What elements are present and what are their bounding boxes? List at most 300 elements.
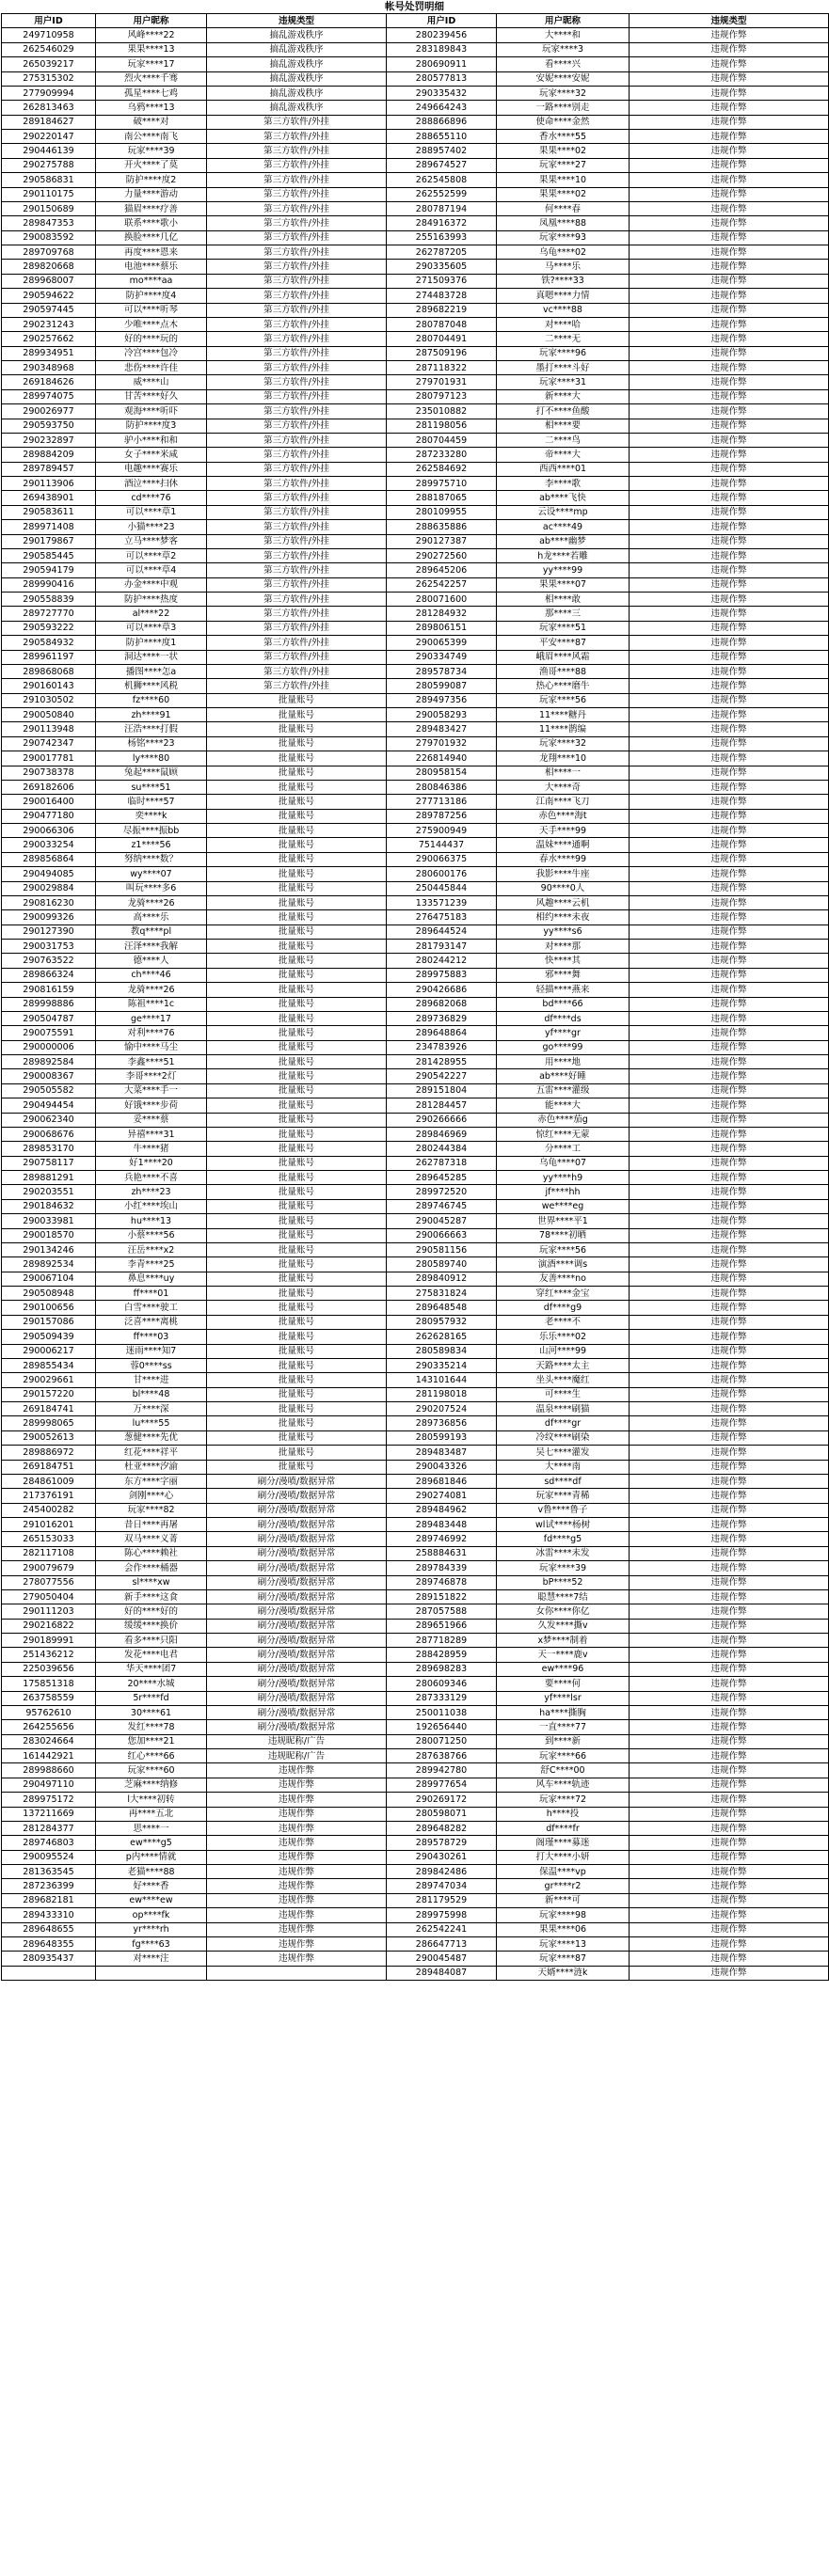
cell-nickname-left: 临时****57 <box>96 795 207 809</box>
cell-violation-left: 批量账号 <box>207 1344 387 1358</box>
cell-violation-right: 违规作弊 <box>630 1850 829 1864</box>
cell-user-id-left: 290257662 <box>2 332 96 346</box>
cell-user-id-left: 290583611 <box>2 505 96 519</box>
cell-user-id-right: 280071600 <box>387 593 497 607</box>
cell-user-id-left: 290000006 <box>2 1040 96 1054</box>
cell-violation-left: 违规作弊 <box>207 1807 387 1821</box>
cell-violation-left: 第三方软件/外挂 <box>207 650 387 664</box>
cell-violation-left: 刷分/漫喷/数据异常 <box>207 1720 387 1734</box>
cell-violation-left: 第三方软件/外挂 <box>207 317 387 331</box>
table-row <box>2 1879 829 1893</box>
cell-nickname-right: 分****工 <box>497 1142 630 1156</box>
cell-user-id-right: 288866896 <box>387 115 497 129</box>
cell-nickname-left: 小猫****23 <box>96 520 207 534</box>
table-row <box>2 1040 829 1054</box>
cell-nickname-right: ab****飞快 <box>497 491 630 505</box>
cell-user-id-left: 265153033 <box>2 1532 96 1546</box>
cell-user-id-right: 289645285 <box>387 1171 497 1185</box>
cell-nickname-right: 风车****轨迹 <box>497 1778 630 1792</box>
cell-violation-right: 违规作弊 <box>630 593 829 607</box>
cell-user-id-right: 280589834 <box>387 1344 497 1358</box>
table-row <box>2 766 829 780</box>
cell-violation-left: 批量账号 <box>207 722 387 736</box>
cell-nickname-left: 看多****只阳 <box>96 1634 207 1648</box>
cell-user-id-left: 290594179 <box>2 563 96 577</box>
cell-violation-right: 违规作弊 <box>630 201 829 215</box>
cell-violation-left: 第三方软件/外挂 <box>207 419 387 433</box>
cell-user-id-right: 290266666 <box>387 1113 497 1127</box>
cell-violation-right: 违规作弊 <box>630 1156 829 1170</box>
cell-user-id-left: 289184627 <box>2 115 96 129</box>
cell-user-id-left: 289433310 <box>2 1908 96 1922</box>
table-row <box>2 1532 829 1546</box>
cell-violation-left: 批量账号 <box>207 1430 387 1445</box>
cell-user-id-right: 288428959 <box>387 1648 497 1662</box>
cell-nickname-right: 能****大 <box>497 1098 630 1113</box>
cell-nickname-right: vc****88 <box>497 303 630 317</box>
table-row <box>2 910 829 925</box>
cell-user-id-right: 192656440 <box>387 1720 497 1734</box>
cell-nickname-left: 洞达****一状 <box>96 650 207 664</box>
cell-nickname-left: 防护****度2 <box>96 173 207 187</box>
cell-violation-left: 批量账号 <box>207 824 387 838</box>
cell-user-id-right: 290065399 <box>387 636 497 650</box>
cell-violation-right: 违规作弊 <box>630 303 829 317</box>
header-user-id-left: 用户ID <box>2 14 96 28</box>
table-row <box>2 664 829 678</box>
table-row <box>2 548 829 562</box>
cell-user-id-right: 234783926 <box>387 1040 497 1054</box>
cell-violation-right: 违规作弊 <box>630 361 829 375</box>
cell-violation-left: 违规作弊 <box>207 1908 387 1922</box>
table-row <box>2 1734 829 1748</box>
cell-nickname-right: 果果****02 <box>497 187 630 201</box>
cell-nickname-right: 对****哈 <box>497 317 630 331</box>
cell-violation-right: 违规作弊 <box>630 1489 829 1503</box>
cell-nickname-right: 玩家****青稀 <box>497 1489 630 1503</box>
cell-nickname-left <box>96 1966 207 1980</box>
cell-violation-right: 违规作弊 <box>630 766 829 780</box>
cell-user-id-left: 289648355 <box>2 1936 96 1951</box>
cell-violation-right: 违规作弊 <box>630 1185 829 1199</box>
cell-user-id-left: 290446139 <box>2 144 96 158</box>
cell-violation-right: 违规作弊 <box>630 389 829 403</box>
cell-user-id-left: 290494085 <box>2 867 96 881</box>
cell-user-id-left: 289648655 <box>2 1922 96 1936</box>
cell-violation-left: 第三方软件/外挂 <box>207 245 387 260</box>
cell-nickname-left: 玩家****60 <box>96 1763 207 1778</box>
cell-nickname-left: hu****13 <box>96 1214 207 1228</box>
cell-user-id-left: 290099326 <box>2 910 96 925</box>
cell-user-id-left: 290504787 <box>2 1011 96 1025</box>
cell-nickname-left: 小红****埃山 <box>96 1199 207 1213</box>
cell-user-id-right: 262628165 <box>387 1330 497 1344</box>
cell-nickname-right: df****ds <box>497 1011 630 1025</box>
cell-violation-left: 第三方软件/外挂 <box>207 274 387 288</box>
cell-user-id-right: 289842486 <box>387 1865 497 1879</box>
table-row <box>2 1793 829 1807</box>
cell-violation-right: 违规作弊 <box>630 650 829 664</box>
cell-violation-right: 违规作弊 <box>630 1026 829 1040</box>
cell-violation-right: 违规作弊 <box>630 795 829 809</box>
cell-nickname-left: 甘****进 <box>96 1373 207 1387</box>
cell-violation-right: 违规作弊 <box>630 115 829 129</box>
cell-nickname-right: v鲁****鲁子 <box>497 1503 630 1517</box>
cell-user-id-right: 143101644 <box>387 1373 497 1387</box>
table-row <box>2 1011 829 1025</box>
cell-user-id-left: 290509439 <box>2 1330 96 1344</box>
cell-violation-right: 违规作弊 <box>630 910 829 925</box>
header-nickname-left: 用户昵称 <box>96 14 207 28</box>
cell-user-id-right: 287509196 <box>387 346 497 360</box>
cell-violation-left: 第三方软件/外挂 <box>207 201 387 215</box>
cell-violation-left: 批量账号 <box>207 1272 387 1286</box>
cell-violation-right: 违规作弊 <box>630 1402 829 1416</box>
cell-nickname-left: 杜亚****汐渝 <box>96 1460 207 1474</box>
cell-user-id-left: 290585445 <box>2 548 96 562</box>
cell-nickname-right: 玩家****96 <box>497 346 630 360</box>
cell-nickname-right: 龙翔****10 <box>497 751 630 766</box>
cell-violation-left: 第三方软件/外挂 <box>207 462 387 476</box>
table-row <box>2 1893 829 1907</box>
table-row <box>2 1127 829 1141</box>
cell-user-id-left: 290594622 <box>2 289 96 303</box>
cell-nickname-right: 天路****太主 <box>497 1358 630 1372</box>
cell-user-id-right: 290335432 <box>387 86 497 100</box>
cell-violation-right: 违规作弊 <box>630 1373 829 1387</box>
cell-violation-left: 批量账号 <box>207 1358 387 1372</box>
cell-nickname-left: 高****乐 <box>96 910 207 925</box>
table-row <box>2 1518 829 1532</box>
cell-user-id-left: 161442921 <box>2 1749 96 1763</box>
cell-violation-right: 违规作弊 <box>630 1330 829 1344</box>
cell-nickname-left: 女子****米咸 <box>96 448 207 462</box>
cell-user-id-left: 289746803 <box>2 1836 96 1850</box>
cell-user-id-right: 288957402 <box>387 144 497 158</box>
table-row <box>2 201 829 215</box>
cell-user-id-right: 289746992 <box>387 1532 497 1546</box>
cell-violation-left: 第三方软件/外挂 <box>207 332 387 346</box>
table-row <box>2 1199 829 1213</box>
cell-user-id-left: 251436212 <box>2 1648 96 1662</box>
table-row <box>2 1387 829 1401</box>
table-row <box>2 130 829 144</box>
cell-nickname-left: 昔日****再屠 <box>96 1518 207 1532</box>
cell-violation-right: 违规作弊 <box>630 462 829 476</box>
cell-user-id-left: 277909994 <box>2 86 96 100</box>
cell-user-id-right: 280071250 <box>387 1734 497 1748</box>
cell-nickname-left: z1****56 <box>96 838 207 852</box>
cell-user-id-right: 287718289 <box>387 1634 497 1648</box>
cell-nickname-right: 天婿****涟k <box>497 1966 630 1980</box>
cell-nickname-right: 峨眉****风霜 <box>497 650 630 664</box>
cell-user-id-right: 274483728 <box>387 289 497 303</box>
table-row <box>2 216 829 230</box>
cell-violation-right: 违规作弊 <box>630 1301 829 1315</box>
cell-violation-left: 批量账号 <box>207 940 387 954</box>
table-row <box>2 57 829 71</box>
cell-user-id-right: 262787318 <box>387 1156 497 1170</box>
cell-violation-right: 违规作弊 <box>630 838 829 852</box>
cell-violation-right: 违规作弊 <box>630 1532 829 1546</box>
cell-nickname-right: 玩家****27 <box>497 158 630 172</box>
cell-violation-left: 批量账号 <box>207 1156 387 1170</box>
cell-nickname-right: 大****奇 <box>497 780 630 794</box>
cell-user-id-right: 281428955 <box>387 1055 497 1069</box>
cell-nickname-left: 红花****祥平 <box>96 1446 207 1460</box>
cell-violation-right: 违规作弊 <box>630 346 829 360</box>
cell-user-id-left: 289998065 <box>2 1416 96 1430</box>
cell-violation-left: 批量账号 <box>207 766 387 780</box>
cell-user-id-right: 289648282 <box>387 1821 497 1835</box>
cell-user-id-left: 290029884 <box>2 881 96 895</box>
cell-user-id-right: 255163993 <box>387 230 497 245</box>
cell-nickname-left: 愉中****马尘 <box>96 1040 207 1054</box>
cell-violation-left: 批量账号 <box>207 852 387 866</box>
cell-user-id-left: 289961197 <box>2 650 96 664</box>
cell-user-id-left: 289990416 <box>2 577 96 592</box>
cell-user-id-left: 269182606 <box>2 780 96 794</box>
cell-user-id-left: 289682181 <box>2 1893 96 1907</box>
cell-nickname-left: cd****76 <box>96 491 207 505</box>
cell-nickname-right: 玩家****3 <box>497 42 630 56</box>
cell-violation-left: 搞乱游戏秩序 <box>207 86 387 100</box>
cell-nickname-left: 小蔡****56 <box>96 1228 207 1242</box>
cell-violation-left: 搞乱游戏秩序 <box>207 71 387 86</box>
cell-user-id-right: 288187065 <box>387 491 497 505</box>
cell-nickname-left: 异禧****31 <box>96 1127 207 1141</box>
table-row <box>2 1836 829 1850</box>
cell-nickname-left: 破****对 <box>96 115 207 129</box>
cell-nickname-left: 会作****桶器 <box>96 1561 207 1575</box>
cell-user-id-left: 290127390 <box>2 925 96 939</box>
cell-user-id-right: 250445844 <box>387 881 497 895</box>
cell-violation-left: 批量账号 <box>207 1287 387 1301</box>
cell-user-id-left: 290505582 <box>2 1083 96 1098</box>
cell-violation-left: 第三方软件/外挂 <box>207 505 387 519</box>
cell-nickname-right: 玩家****51 <box>497 621 630 635</box>
cell-violation-left: 违规作弊 <box>207 1936 387 1951</box>
cell-violation-left: 批量账号 <box>207 1171 387 1185</box>
cell-violation-left: 批量账号 <box>207 1387 387 1401</box>
cell-user-id-right: 289698283 <box>387 1662 497 1676</box>
cell-nickname-left: 妥****蔡 <box>96 1113 207 1127</box>
cell-nickname-left: 好1****20 <box>96 1156 207 1170</box>
cell-violation-right: 违规作弊 <box>630 1069 829 1083</box>
cell-user-id-right: 271509376 <box>387 274 497 288</box>
cell-user-id-left: 290008367 <box>2 1069 96 1083</box>
cell-nickname-right: wl试****杨树 <box>497 1518 630 1532</box>
cell-nickname-right: 玩家****56 <box>497 1242 630 1256</box>
cell-nickname-right: 风趣****云机 <box>497 895 630 909</box>
cell-user-id-right: 290066663 <box>387 1228 497 1242</box>
cell-user-id-right: 289151804 <box>387 1083 497 1098</box>
cell-nickname-right: 玩家****31 <box>497 375 630 389</box>
cell-user-id-left: 289886972 <box>2 1446 96 1460</box>
cell-user-id-right: 280600176 <box>387 867 497 881</box>
cell-violation-left: 违规作弊 <box>207 1793 387 1807</box>
cell-nickname-left: zh****91 <box>96 708 207 722</box>
cell-violation-left: 违规作弊 <box>207 1952 387 1966</box>
table-row <box>2 361 829 375</box>
cell-violation-right: 违规作弊 <box>630 245 829 260</box>
cell-violation-left: 刷分/漫喷/数据异常 <box>207 1532 387 1546</box>
cell-nickname-right: bd****66 <box>497 997 630 1011</box>
cell-violation-right: 违规作弊 <box>630 404 829 419</box>
cell-violation-left: 违规作弊 <box>207 1778 387 1792</box>
cell-violation-right: 违规作弊 <box>630 332 829 346</box>
cell-nickname-right: 舒C****00 <box>497 1763 630 1778</box>
table-row <box>2 693 829 707</box>
cell-violation-right: 违规作弊 <box>630 1011 829 1025</box>
cell-violation-right: 违规作弊 <box>630 289 829 303</box>
cell-user-id-right: 290335605 <box>387 260 497 274</box>
cell-violation-right: 违规作弊 <box>630 42 829 56</box>
table-row <box>2 42 829 56</box>
table-row <box>2 1142 829 1156</box>
cell-user-id-right: 289681846 <box>387 1474 497 1488</box>
cell-user-id-right: 289682219 <box>387 303 497 317</box>
table-row <box>2 404 829 419</box>
cell-user-id-right: 280787048 <box>387 317 497 331</box>
cell-violation-left: 批量账号 <box>207 1142 387 1156</box>
cell-user-id-right: 290542227 <box>387 1069 497 1083</box>
cell-violation-right: 违规作弊 <box>630 187 829 201</box>
cell-violation-right: 违规作弊 <box>630 607 829 621</box>
cell-violation-right: 违规作弊 <box>630 477 829 491</box>
cell-user-id-left: 225039656 <box>2 1662 96 1676</box>
cell-nickname-right: 铁?****33 <box>497 274 630 288</box>
cell-violation-left: 批量账号 <box>207 1228 387 1242</box>
cell-violation-right: 违规作弊 <box>630 1807 829 1821</box>
cell-nickname-right: 到****新 <box>497 1734 630 1748</box>
cell-user-id-left: 289884209 <box>2 448 96 462</box>
cell-user-id-left: 290017781 <box>2 751 96 766</box>
table-row <box>2 477 829 491</box>
cell-user-id-left: 290742347 <box>2 736 96 751</box>
cell-violation-right: 违规作弊 <box>630 274 829 288</box>
cell-nickname-left: 再度****恩来 <box>96 245 207 260</box>
cell-violation-right: 违规作弊 <box>630 505 829 519</box>
cell-violation-right: 违规作弊 <box>630 1604 829 1619</box>
cell-nickname-right: 冷纹****刷染 <box>497 1430 630 1445</box>
cell-nickname-right: 二****无 <box>497 332 630 346</box>
cell-nickname-left: 可以****听琴 <box>96 303 207 317</box>
cell-user-id-right: 133571239 <box>387 895 497 909</box>
cell-nickname-left: 可以****草1 <box>96 505 207 519</box>
cell-nickname-right: 渔哥****88 <box>497 664 630 678</box>
cell-violation-left: 第三方软件/外挂 <box>207 636 387 650</box>
table-row <box>2 824 829 838</box>
cell-user-id-left: 290593222 <box>2 621 96 635</box>
cell-user-id-left: 289866324 <box>2 968 96 982</box>
cell-nickname-right: ac****49 <box>497 520 630 534</box>
cell-violation-right: 违规作弊 <box>630 1242 829 1256</box>
cell-nickname-left: 南公****南飞 <box>96 130 207 144</box>
cell-user-id-right: 289651966 <box>387 1619 497 1633</box>
cell-nickname-left: lu****55 <box>96 1416 207 1430</box>
cell-violation-left: 违规昵称/广告 <box>207 1734 387 1748</box>
cell-nickname-right: x梦****制着 <box>497 1634 630 1648</box>
cell-violation-right: 违规作弊 <box>630 693 829 707</box>
cell-user-id-right: 289942780 <box>387 1763 497 1778</box>
table-row <box>2 1763 829 1778</box>
cell-violation-right: 违规作弊 <box>630 968 829 982</box>
table-row <box>2 1098 829 1113</box>
cell-nickname-left: yr****rh <box>96 1922 207 1936</box>
cell-user-id-left: 291030502 <box>2 693 96 707</box>
cell-violation-right: 违规作弊 <box>630 520 829 534</box>
cell-user-id-left: 290033981 <box>2 1214 96 1228</box>
cell-violation-right: 违规作弊 <box>630 28 829 42</box>
cell-violation-left: 批量账号 <box>207 1011 387 1025</box>
table-row <box>2 925 829 939</box>
cell-violation-right: 违规作弊 <box>630 433 829 447</box>
cell-user-id-left: 289856864 <box>2 852 96 866</box>
cell-nickname-right: 温妹****通啊 <box>497 838 630 852</box>
cell-violation-left: 批量账号 <box>207 1446 387 1460</box>
cell-nickname-right: df****fr <box>497 1821 630 1835</box>
cell-violation-left: 第三方软件/外挂 <box>207 548 387 562</box>
cell-nickname-right: 香水****55 <box>497 130 630 144</box>
cell-user-id-left: 290113906 <box>2 477 96 491</box>
cell-violation-left: 第三方软件/外挂 <box>207 115 387 129</box>
cell-user-id-right: 289484087 <box>387 1966 497 1980</box>
page-title: 帐号处罚明细 <box>385 1 444 12</box>
cell-nickname-left: 奕****k <box>96 809 207 823</box>
cell-violation-left: 批量账号 <box>207 895 387 909</box>
cell-nickname-left: 立马****梦客 <box>96 534 207 548</box>
cell-nickname-left: 龙骑****26 <box>96 895 207 909</box>
cell-violation-left: 搞乱游戏秩序 <box>207 42 387 56</box>
cell-user-id-left: 290026977 <box>2 404 96 419</box>
cell-violation-left: 批量账号 <box>207 1069 387 1083</box>
cell-nickname-left: 陈心****赖社 <box>96 1546 207 1560</box>
table-row <box>2 983 829 997</box>
cell-violation-left: 批量账号 <box>207 954 387 968</box>
cell-violation-right: 违规作弊 <box>630 621 829 635</box>
cell-nickname-left: 观海****听吓 <box>96 404 207 419</box>
table-row <box>2 303 829 317</box>
cell-violation-right: 违规作弊 <box>630 1793 829 1807</box>
cell-violation-right: 违规作弊 <box>630 867 829 881</box>
cell-nickname-left: 好****香 <box>96 1879 207 1893</box>
cell-violation-left: 第三方软件/外挂 <box>207 477 387 491</box>
cell-nickname-right: 玩家****87 <box>497 1952 630 1966</box>
table-row <box>2 1185 829 1199</box>
cell-user-id-left: 265039217 <box>2 57 96 71</box>
cell-user-id-left: 290232897 <box>2 433 96 447</box>
cell-nickname-right: 果果****02 <box>497 144 630 158</box>
cell-violation-right: 违规作弊 <box>630 1677 829 1691</box>
cell-user-id-right: 289784339 <box>387 1561 497 1575</box>
cell-user-id-left: 290079679 <box>2 1561 96 1575</box>
cell-user-id-right: 280787194 <box>387 201 497 215</box>
cell-nickname-left: 芝麻****纳修 <box>96 1778 207 1792</box>
cell-user-id-right: 289975998 <box>387 1908 497 1922</box>
table-row <box>2 795 829 809</box>
table-row <box>2 1648 829 1662</box>
cell-violation-right: 违规作弊 <box>630 144 829 158</box>
cell-violation-left: 批量账号 <box>207 693 387 707</box>
cell-user-id-right: 280109955 <box>387 505 497 519</box>
cell-user-id-left: 290031753 <box>2 940 96 954</box>
cell-nickname-left: 龙骑****26 <box>96 983 207 997</box>
table-row <box>2 419 829 433</box>
cell-nickname-left: su****51 <box>96 780 207 794</box>
table-row <box>2 1474 829 1488</box>
cell-violation-left: 批量账号 <box>207 780 387 794</box>
